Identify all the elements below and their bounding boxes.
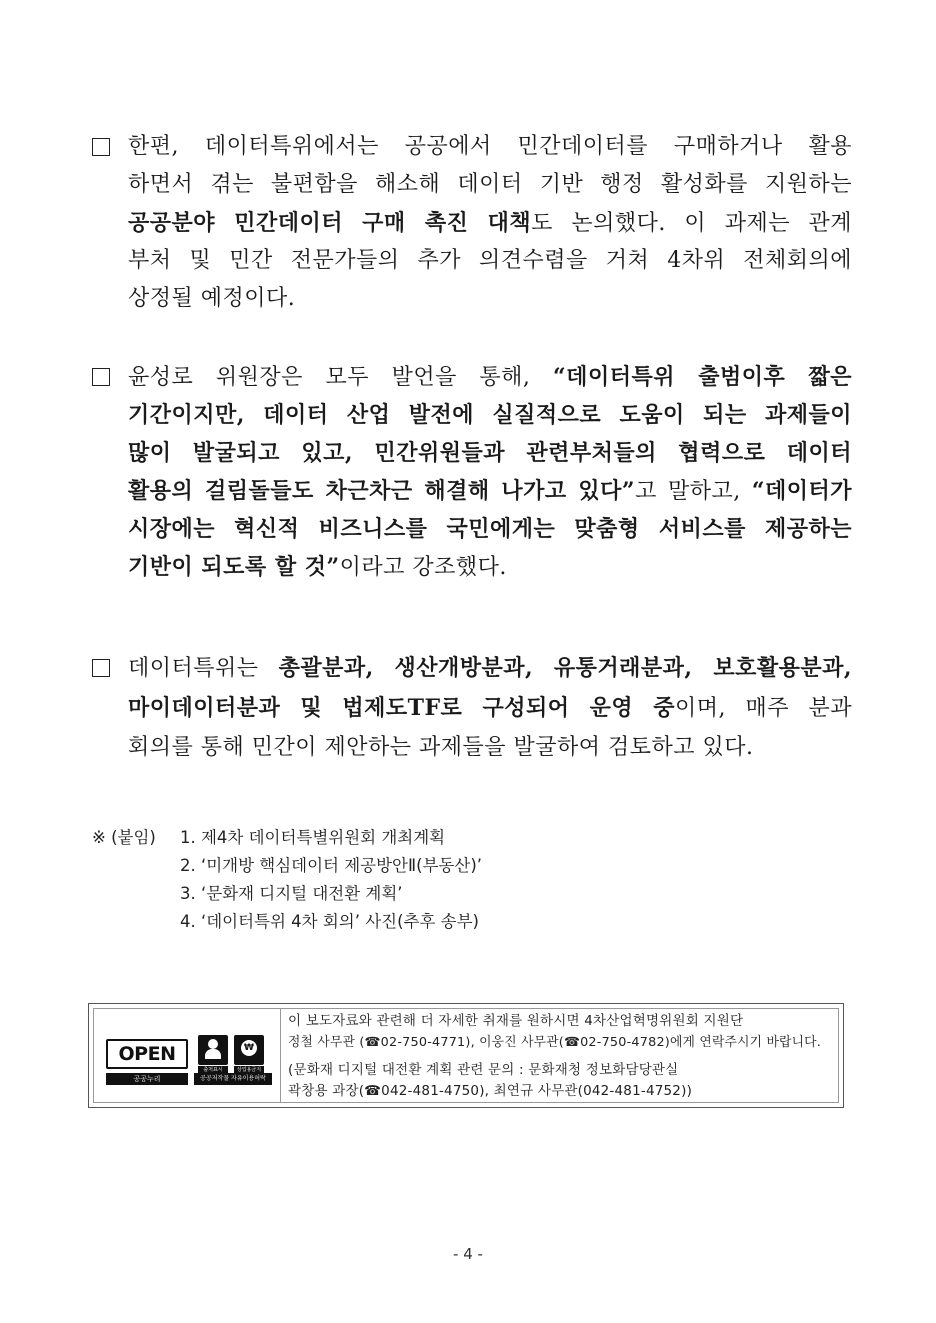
checkbox-bullet-icon [92,138,110,156]
paragraph-line: 데이터특위는 총괄분과, 생산개방분과, 유통거래분과, 보호활용분과, [128,655,852,681]
paragraph-line: 마이데이터분과 및 법제도TF로 구성되어 운영 중이며, 매주 분과 [128,695,853,721]
paragraph-line: 한편, 데이터특위에서는 공공에서 민간데이터를 구매하거나 활용 [128,134,852,159]
checkbox-bullet-icon [92,368,110,386]
paragraph-line: 공공분야 민간데이터 구매 촉진 대책도 논의했다. 이 과제는 관계 [128,210,852,236]
contact-line: 이 보도자료와 관련해 더 자세한 취재를 원하시면 4차산업혁명위원회 지원단 [288,1013,744,1029]
paragraph-line: 하면서 겪는 불편함을 해소해 데이터 기반 행정 활성화를 지원하는 [128,172,852,197]
paragraph-line: 시장에는 혁신적 비즈니스를 국민에게는 맞춤형 서비스를 제공하는 [128,516,852,542]
contact-line: (문화재 디지털 대전환 계획 관련 문의 : 문화재청 정보화담당관실 [288,1062,679,1078]
contact-line: 곽창용 과장(☎042-481-4750), 최연규 사무관(042-481-4752)) [288,1083,693,1099]
paragraph-line: 많이 발굴되고 있고, 민간위원들과 관련부처들의 협력으로 데이터 [128,440,852,466]
open-logo-caption: 공공누리 [106,1073,188,1085]
no-commercial-icon: ₩ 상업용금지 [234,1035,264,1065]
attachment-item: 1. 제4차 데이터특별위원회 개최계획 [180,828,446,847]
contact-box [88,1003,844,1108]
attachment-item: 3. ‘문화재 디지털 대전환 계획’ [180,884,403,903]
attribution-icon: 출처표시 [198,1035,228,1065]
paragraph-line: 윤성로 위원장은 모두 발언을 통해, “데이터특위 출범이후 짧은 [128,364,852,390]
contact-box-inner [93,1008,839,1103]
paragraph-line: 회의를 통해 민간이 제안하는 과제들을 발굴하여 검토하고 있다. [128,735,754,760]
paragraph-line: 부처 및 민간 전문가들의 추가 의견수렴을 거쳐 4차위 전체회의에 [128,248,852,273]
paragraph-line: 기간이지만, 데이터 산업 발전에 실질적으로 도움이 되는 과제들이 [128,402,852,428]
checkbox-bullet-icon [92,659,110,677]
paragraph-line: 기반이 되도록 할 것”이라고 강조했다. [128,554,507,580]
open-logo: OPEN [106,1039,188,1069]
page-number: - 4 - [453,1245,483,1263]
attachment-item: 4. ‘데이터특위 4차 회의’ 사진(추후 송부) [180,912,479,931]
attachment-item: 2. ‘미개방 핵심데이터 제공방안Ⅱ(부동산)’ [180,856,483,875]
attachments-label: ※ (붙임) [92,828,156,847]
contact-line: 정철 사무관 (☎02-750-4771), 이웅진 사무관(☎02-750-4782)에게 연락주시기 바랍니다. [288,1035,821,1050]
kogl-license-logo [94,1009,281,1102]
paragraph-line: 상정될 예정이다. [128,286,296,311]
license-caption: 공공저작물 자유이용허락 [194,1073,272,1085]
paragraph-line: 활용의 걸림돌들도 차근차근 해결해 나가고 있다”고 말하고, “데이터가 [128,478,852,504]
attachments-list [92,826,852,936]
